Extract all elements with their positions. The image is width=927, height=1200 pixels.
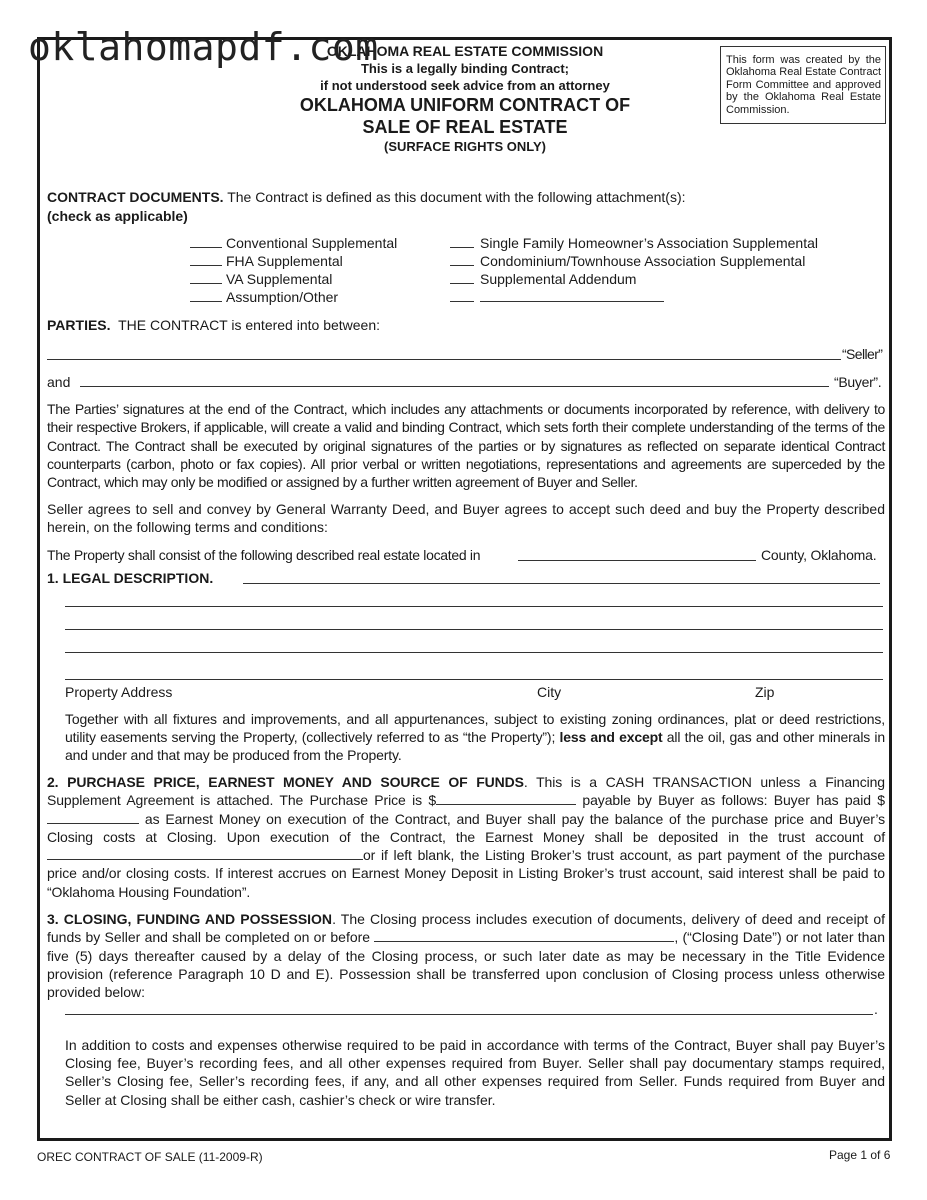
checkbox-blank[interactable] [450, 235, 474, 248]
checkbox-blank[interactable] [450, 289, 474, 302]
form-origin-note: This form was created by the Oklahoma Real Estate Contract Form Committee and approved by the Oklahoma Real Estate Commission. [720, 46, 886, 124]
county-suffix: County, Oklahoma. [761, 547, 877, 563]
checkbox-blank[interactable] [190, 235, 222, 248]
legal-description-field-2[interactable] [65, 606, 883, 607]
seller-agrees-paragraph: Seller agrees to sell and convey by General Warranty Deed, and Buyer agrees to accept such deed and buy the Property described herein, on the following terms and conditions: [47, 501, 885, 536]
document-subtitle: (SURFACE RIGHTS ONLY) [383, 139, 547, 154]
legal-description-field-4[interactable] [65, 652, 883, 653]
property-address-label: Property Address [65, 684, 173, 700]
zip-label: Zip [755, 684, 775, 700]
seller-name-field[interactable] [47, 359, 841, 360]
document-title-line2: SALE OF REAL ESTATE [362, 117, 568, 137]
county-field[interactable] [518, 560, 756, 561]
option-va[interactable]: VA Supplemental [190, 270, 332, 288]
city-label: City [537, 684, 562, 700]
possession-terms-field[interactable] [65, 1014, 873, 1015]
other-attachment-field[interactable] [480, 289, 664, 302]
earnest-money-field[interactable] [47, 811, 139, 824]
parties-heading: PARTIES. [47, 317, 111, 333]
option-conventional[interactable]: Conventional Supplemental [190, 234, 397, 252]
option-sfhoa[interactable]: Single Family Homeowner’s Association Supplemental [450, 234, 818, 252]
document-title-line1: OKLAHOMA UNIFORM CONTRACT OF [299, 95, 631, 115]
possession-period: . [874, 1001, 878, 1017]
watermark-logo: oklahomapdf.com [28, 25, 379, 69]
checkbox-blank[interactable] [450, 253, 474, 266]
contract-documents-text: The Contract is defined as this document with the following attachment(s): [227, 189, 686, 205]
option-condo[interactable]: Condominium/Townhouse Association Supplemental [450, 252, 805, 270]
property-address-field[interactable] [65, 679, 883, 680]
binding-notice: This is a legally binding Contract; [360, 61, 570, 76]
buyer-label: “Buyer”. [834, 374, 882, 390]
contract-documents-line [47, 188, 887, 206]
seller-label: “Seller” [842, 346, 883, 362]
attorney-notice: if not understood seek advice from an attorney [320, 78, 610, 93]
purchase-price-field[interactable] [436, 792, 576, 805]
page-number: Page 1 of 6 [829, 1148, 891, 1162]
signatures-paragraph: The Parties’ signatures at the end of the Contract, which includes any attachments or documents incorporated by reference, with delivery to their respective Brokers, if applicable, will create a valid and binding Contract, which sets forth their complete understanding of the terms of the Contract. The Contract shall be executed by original signatures of the parties or by signatures as reflected on separate identical Contract counterparts (carbon, photo or fax copies). All prior verbal or written negotiations, representations and agreements are superceded by the Contract, which may only be modified or assigned by a further written agreement of Buyer and Seller. [47, 401, 885, 491]
closing-date-field[interactable] [374, 929, 674, 942]
option-fha[interactable]: FHA Supplemental [190, 252, 343, 270]
checkbox-blank[interactable] [190, 289, 222, 302]
form-id: OREC CONTRACT OF SALE (11-2009-R) [37, 1150, 263, 1164]
parties-line [47, 316, 380, 334]
legal-description-field-1[interactable] [243, 583, 880, 584]
checkbox-blank[interactable] [450, 271, 474, 284]
fixtures-paragraph: Together with all fixtures and improvements, and all appurtenances, subject to existing zoning ordinances, plat or deed restrictions, utility easements serving the Property, (collectively referred to as “the Property”); less and except all the oil, gas and other minerals in and under and that may be produced from the Property. [65, 711, 885, 764]
less-and-except: less and except [559, 729, 663, 746]
legal-description-heading: 1. LEGAL DESCRIPTION. [47, 570, 214, 586]
closing-costs-paragraph: In addition to costs and expenses otherwise required to be paid in accordance with terms of the Contract, Buyer shall pay Buyer’s Closing fee, Buyer’s recording fees, and all other expenses required from Buyer. Seller shall pay documentary stamps required, Seller’s Closing fee, Seller’s recording fees, if any, and all other expenses required from Seller. Funds required from Buyer and Seller at Closing shall be either cash, cashier’s check or wire transfer. [65, 1037, 885, 1108]
commission-name: OKLAHOMA REAL ESTATE COMMISSION [326, 43, 604, 59]
and-label: and [47, 374, 71, 390]
closing-section: 3. CLOSING, FUNDING AND POSSESSION. The Closing process includes execution of documents, delivery of deed and receipt of funds by Seller and shall be completed on or before , (“Closing Date”) or not later than five (5) days thereafter caused by a delay of the Closing process, or such later date as may be necessary in the Title Evidence provision (reference Paragraph 10 D and E). Possession shall be transferred upon conclusion of Closing process unless otherwise provided below: [47, 911, 886, 1001]
property-location-text: The Property shall consist of the following described real estate located in [47, 547, 481, 563]
buyer-name-field[interactable] [80, 386, 829, 387]
parties-text: THE CONTRACT is entered into between: [118, 317, 381, 333]
closing-heading: 3. CLOSING, FUNDING AND POSSESSION [47, 911, 333, 927]
option-other-blank[interactable] [450, 288, 664, 306]
checkbox-blank[interactable] [190, 253, 222, 266]
contract-documents-heading: CONTRACT DOCUMENTS. [47, 189, 224, 205]
option-assumption[interactable]: Assumption/Other [190, 288, 338, 306]
trust-account-field[interactable] [47, 847, 363, 860]
purchase-price-section: 2. PURCHASE PRICE, EARNEST MONEY AND SOURCE OF FUNDS. This is a CASH TRANSACTION unless a Financing Supplement Agreement is attached. The Purchase Price is $ payable by Buyer as follows: Buyer has paid $ as Earnest Money on execution of the Contract, and Buyer shall pay the balance of the purchase price and Buyer’s Closing costs at Closing. Upon execution of the Contract, the Earnest Money shall be deposited in the trust account of or if left blank, the Listing Broker’s trust account, as part payment of the purchase price and/or closing costs. If interest accrues on Earnest Money Deposit in Listing Broker’s trust account, said interest shall be paid to “Oklahoma Housing Foundation”. [47, 774, 885, 900]
checkbox-blank[interactable] [190, 271, 222, 284]
purchase-price-heading: 2. PURCHASE PRICE, EARNEST MONEY AND SOURCE OF FUNDS [47, 774, 524, 790]
check-note: (check as applicable) [47, 208, 188, 224]
legal-description-field-3[interactable] [65, 629, 883, 630]
option-supplemental-addendum[interactable]: Supplemental Addendum [450, 270, 636, 288]
